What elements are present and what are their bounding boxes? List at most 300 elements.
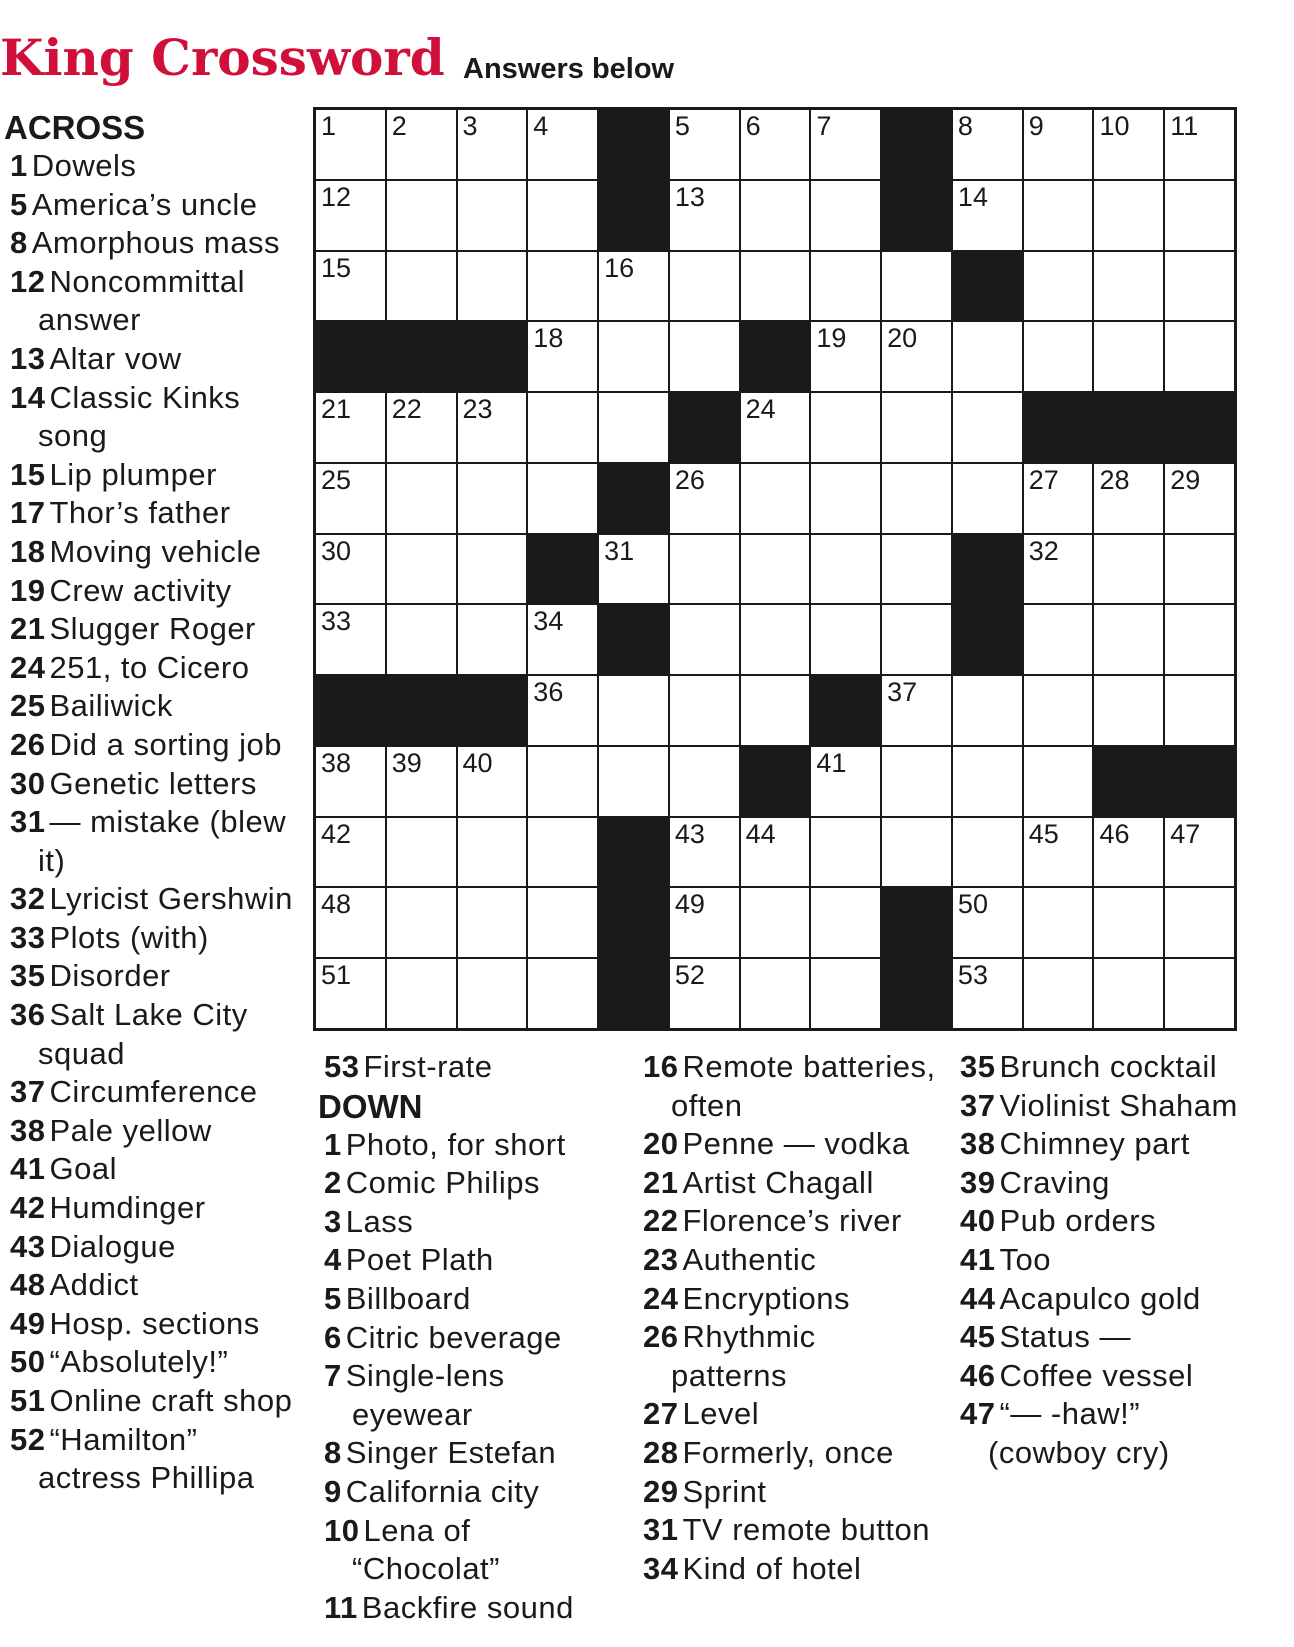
- clue-number: 46: [960, 1357, 996, 1393]
- grid-cell[interactable]: [599, 322, 668, 391]
- grid-cell[interactable]: [1024, 818, 1093, 887]
- clue-text: Coffee vessel: [999, 1357, 1194, 1393]
- grid-cell[interactable]: [741, 181, 810, 250]
- grid-cell[interactable]: [458, 605, 527, 674]
- grid-cell[interactable]: [670, 605, 739, 674]
- clue-number: 35: [10, 958, 46, 994]
- black-square: [882, 181, 951, 250]
- grid-cell[interactable]: [1024, 605, 1093, 674]
- black-square: [953, 252, 1022, 321]
- cell-number: 46: [1099, 818, 1130, 849]
- grid-cell[interactable]: [458, 888, 527, 957]
- grid-cell[interactable]: [1024, 535, 1093, 604]
- black-square: [458, 676, 527, 745]
- clue-text: Authentic: [682, 1241, 817, 1277]
- clues-column-4: [954, 1048, 1254, 1473]
- clue-text: Craving: [999, 1164, 1110, 1200]
- black-square: [599, 605, 668, 674]
- clue-number: 38: [10, 1112, 46, 1148]
- clue-text: Level: [682, 1396, 760, 1432]
- clue-number: 51: [10, 1383, 46, 1418]
- page-title: King Crossword: [0, 28, 445, 87]
- grid-cell[interactable]: [1024, 252, 1093, 321]
- grid-cell[interactable]: [670, 888, 739, 957]
- crossword-grid: [313, 107, 1237, 1031]
- grid-cell[interactable]: [670, 818, 739, 887]
- cell-number: 43: [674, 818, 705, 849]
- cell-number: 52: [674, 960, 705, 991]
- clue-text: 251, to Cicero: [49, 649, 250, 685]
- cell-number: 25: [321, 464, 352, 495]
- clue-number: 26: [643, 1319, 679, 1355]
- cell-number: 18: [533, 323, 564, 354]
- black-square: [316, 322, 385, 391]
- grid-cell[interactable]: [458, 181, 527, 250]
- grid-cell[interactable]: [1024, 322, 1093, 391]
- cell-number: 40: [462, 747, 493, 778]
- grid-cell[interactable]: [1165, 676, 1234, 745]
- grid-cell[interactable]: [811, 888, 880, 957]
- grid-cell[interactable]: [953, 676, 1022, 745]
- clue-number: 8: [10, 225, 28, 261]
- cell-number: 3: [462, 111, 478, 141]
- down-clue: [637, 1473, 937, 1512]
- black-square: [599, 959, 668, 1028]
- grid-cell[interactable]: [1165, 959, 1234, 1028]
- grid-cell[interactable]: [387, 181, 456, 250]
- black-square: [882, 110, 951, 179]
- clue-number: 18: [10, 533, 46, 569]
- clue-text: Pub orders: [999, 1203, 1157, 1239]
- clue-text: Salt Lake City squad: [38, 997, 248, 1071]
- grid-cell[interactable]: [316, 181, 385, 250]
- across-clue: [4, 1112, 294, 1151]
- cell-number: 11: [1170, 111, 1199, 141]
- grid-cell[interactable]: [387, 818, 456, 887]
- grid-cell[interactable]: [741, 959, 810, 1028]
- grid-cell[interactable]: [1094, 252, 1163, 321]
- down-clue: [954, 1048, 1254, 1087]
- grid-cell[interactable]: [670, 110, 739, 179]
- grid-cell[interactable]: [599, 393, 668, 462]
- down-clue: [318, 1357, 618, 1434]
- grid-cell[interactable]: [528, 888, 597, 957]
- grid-cell[interactable]: [741, 605, 810, 674]
- grid-cell[interactable]: [1094, 676, 1163, 745]
- answers-note: Answers below: [463, 53, 675, 85]
- across-clue: [4, 803, 294, 880]
- across-clue: [4, 1228, 294, 1267]
- clue-text: Formerly, once: [682, 1434, 894, 1470]
- grid-cell[interactable]: [458, 535, 527, 604]
- clue-text: Circumference: [49, 1074, 258, 1110]
- grid-cell[interactable]: [528, 464, 597, 533]
- grid-cell[interactable]: [1024, 110, 1093, 179]
- grid-cell[interactable]: [528, 605, 597, 674]
- grid-cell[interactable]: [1094, 605, 1163, 674]
- black-square: [458, 322, 527, 391]
- across-heading: ACROSS: [4, 109, 146, 146]
- grid-cell[interactable]: [811, 110, 880, 179]
- grid-cell[interactable]: [953, 959, 1022, 1028]
- grid-cell[interactable]: [811, 393, 880, 462]
- grid-cell[interactable]: [741, 464, 810, 533]
- clue-number: 53: [324, 1049, 360, 1084]
- cell-number: 24: [745, 394, 776, 425]
- grid-cell[interactable]: [953, 322, 1022, 391]
- grid-cell[interactable]: [528, 181, 597, 250]
- grid-cell[interactable]: [811, 535, 880, 604]
- across-clue: [4, 379, 294, 456]
- clue-number: 42: [10, 1190, 46, 1226]
- grid-cell[interactable]: [387, 252, 456, 321]
- black-square: [1024, 393, 1093, 462]
- clue-text: Classic Kinks song: [38, 379, 241, 454]
- clue-number: 52: [10, 1421, 46, 1457]
- clue-text: Slugger Roger: [49, 611, 256, 647]
- grid-cell[interactable]: [882, 605, 951, 674]
- grid-cell[interactable]: [882, 464, 951, 533]
- down-clue: [318, 1126, 618, 1165]
- black-square: [811, 676, 880, 745]
- cell-number: 4: [533, 111, 549, 141]
- grid-cell[interactable]: [1165, 110, 1234, 179]
- grid-cell[interactable]: [670, 322, 739, 391]
- grid-cell[interactable]: [528, 676, 597, 745]
- grid-cell[interactable]: [953, 747, 1022, 816]
- grid-cell[interactable]: [1024, 464, 1093, 533]
- cell-number: 19: [816, 323, 847, 354]
- down-clue: [637, 1318, 937, 1395]
- grid-cell[interactable]: [1165, 322, 1234, 391]
- clue-text: Brunch cocktail: [999, 1049, 1218, 1084]
- cell-number: 21: [321, 394, 352, 425]
- down-clue: [637, 1202, 937, 1241]
- clue-text: Remote batteries, often: [671, 1049, 936, 1123]
- clue-text: Amorphous mass: [31, 225, 280, 261]
- grid-cell[interactable]: [599, 676, 668, 745]
- black-square: [1165, 393, 1234, 462]
- cell-number: 37: [887, 677, 918, 708]
- grid-cell[interactable]: [316, 605, 385, 674]
- across-clues-column: [4, 108, 294, 1498]
- grid-cell[interactable]: [387, 464, 456, 533]
- grid-cell[interactable]: [599, 747, 668, 816]
- clue-number: 4: [324, 1242, 342, 1278]
- down-clue: [637, 1280, 937, 1319]
- grid-cell[interactable]: [387, 959, 456, 1028]
- clue-text: Acapulco gold: [999, 1280, 1201, 1316]
- grid-cell[interactable]: [670, 181, 739, 250]
- down-clue: [954, 1164, 1254, 1203]
- cell-number: 47: [1170, 818, 1201, 849]
- grid-cell[interactable]: [458, 252, 527, 321]
- clue-text: Genetic letters: [49, 765, 257, 801]
- clue-number: 14: [10, 379, 46, 415]
- black-square: [670, 393, 739, 462]
- cell-number: 9: [1028, 111, 1044, 141]
- across-clue: [4, 494, 294, 533]
- clue-number: 10: [324, 1512, 360, 1548]
- grid-cell[interactable]: [953, 464, 1022, 533]
- clue-number: 13: [10, 340, 46, 376]
- clue-text: “— -haw!” (cowboy cry): [988, 1396, 1170, 1470]
- clue-number: 26: [10, 726, 46, 762]
- clue-number: 20: [643, 1126, 679, 1162]
- grid-cell[interactable]: [882, 818, 951, 887]
- cell-number: 29: [1170, 464, 1201, 495]
- clue-text: Hosp. sections: [49, 1305, 260, 1341]
- cell-number: 36: [533, 677, 564, 708]
- grid-cell[interactable]: [528, 818, 597, 887]
- clue-text: Noncommittal answer: [38, 263, 245, 338]
- grid-cell[interactable]: [670, 252, 739, 321]
- grid-cell[interactable]: [741, 888, 810, 957]
- grid-cell[interactable]: [1024, 181, 1093, 250]
- grid-cell[interactable]: [316, 110, 385, 179]
- grid-cell[interactable]: [316, 535, 385, 604]
- grid-cell[interactable]: [1094, 959, 1163, 1028]
- down-clue: [318, 1280, 618, 1319]
- across-clue: [4, 533, 294, 572]
- grid-cell[interactable]: [1165, 888, 1234, 957]
- grid-cell[interactable]: [1094, 181, 1163, 250]
- down-clue: [318, 1319, 618, 1358]
- grid-cell[interactable]: [741, 676, 810, 745]
- grid-cell[interactable]: [316, 747, 385, 816]
- grid-cell[interactable]: [316, 393, 385, 462]
- grid-cell[interactable]: [316, 888, 385, 957]
- cell-number: 48: [321, 889, 352, 920]
- clue-number: 23: [643, 1241, 679, 1277]
- grid-cell[interactable]: [1094, 322, 1163, 391]
- grid-cell[interactable]: [741, 535, 810, 604]
- cell-number: 10: [1099, 111, 1130, 141]
- grid-cell[interactable]: [741, 818, 810, 887]
- clue-number: 30: [10, 765, 46, 801]
- cell-number: 31: [604, 535, 635, 566]
- grid-cell[interactable]: [458, 110, 527, 179]
- grid-cell[interactable]: [599, 252, 668, 321]
- grid-cell[interactable]: [458, 393, 527, 462]
- grid-cell[interactable]: [882, 747, 951, 816]
- down-clue: [637, 1164, 937, 1203]
- clues-column-3: [637, 1048, 937, 1588]
- across-clue: [4, 1343, 294, 1382]
- grid-cell[interactable]: [811, 959, 880, 1028]
- clue-number: 35: [960, 1049, 996, 1084]
- clue-number: 37: [960, 1087, 996, 1123]
- down-clue: [954, 1280, 1254, 1319]
- down-clue: [318, 1164, 618, 1203]
- cell-number: 23: [462, 394, 493, 425]
- clue-text: Goal: [49, 1151, 117, 1187]
- across-clue: [4, 919, 294, 958]
- clue-number: 28: [643, 1434, 679, 1470]
- down-clue: [318, 1203, 618, 1242]
- grid-cell[interactable]: [387, 888, 456, 957]
- grid-cell[interactable]: [670, 535, 739, 604]
- black-square: [882, 959, 951, 1028]
- grid-cell[interactable]: [882, 393, 951, 462]
- clue-text: Poet Plath: [345, 1242, 494, 1278]
- grid-cell[interactable]: [953, 110, 1022, 179]
- across-clue: [318, 1048, 618, 1087]
- grid-cell[interactable]: [1094, 464, 1163, 533]
- grid-cell[interactable]: [741, 252, 810, 321]
- grid-cell[interactable]: [387, 605, 456, 674]
- grid-cell[interactable]: [1165, 464, 1234, 533]
- grid-cell[interactable]: [316, 959, 385, 1028]
- across-clue: [4, 996, 294, 1073]
- grid-cell[interactable]: [882, 535, 951, 604]
- clue-text: Altar vow: [49, 340, 182, 376]
- grid-cell[interactable]: [1024, 888, 1093, 957]
- clue-text: Rhythmic patterns: [671, 1319, 816, 1393]
- clue-number: 33: [10, 919, 46, 955]
- grid-cell[interactable]: [1024, 747, 1093, 816]
- grid-cell[interactable]: [458, 464, 527, 533]
- clue-number: 40: [960, 1203, 996, 1239]
- grid-cell[interactable]: [1165, 181, 1234, 250]
- grid-cell[interactable]: [1094, 110, 1163, 179]
- clue-number: 49: [10, 1305, 46, 1341]
- across-clue: [4, 186, 294, 225]
- clue-number: 24: [10, 649, 46, 685]
- grid-cell[interactable]: [811, 322, 880, 391]
- black-square: [953, 605, 1022, 674]
- clue-text: Dialogue: [49, 1228, 176, 1264]
- clue-number: 32: [10, 881, 46, 917]
- black-square: [528, 535, 597, 604]
- grid-cell[interactable]: [458, 818, 527, 887]
- across-clue: [4, 880, 294, 919]
- clue-number: 45: [960, 1319, 996, 1355]
- clue-number: 25: [10, 688, 46, 724]
- grid-cell[interactable]: [458, 747, 527, 816]
- down-clue: [637, 1511, 937, 1550]
- clue-text: Florence’s river: [682, 1203, 902, 1239]
- black-square: [599, 464, 668, 533]
- cell-number: 20: [887, 323, 918, 354]
- clue-text: “Absolutely!”: [49, 1344, 229, 1380]
- grid-cell[interactable]: [882, 322, 951, 391]
- grid-cell[interactable]: [670, 464, 739, 533]
- cell-number: 45: [1028, 818, 1059, 849]
- black-square: [387, 676, 456, 745]
- cell-number: 27: [1028, 464, 1059, 495]
- grid-cell[interactable]: [316, 818, 385, 887]
- grid-cell[interactable]: [528, 959, 597, 1028]
- across-clue: [4, 649, 294, 688]
- grid-cell[interactable]: [811, 747, 880, 816]
- clue-text: Encryptions: [682, 1280, 850, 1316]
- grid-cell[interactable]: [741, 393, 810, 462]
- grid-cell[interactable]: [811, 605, 880, 674]
- grid-cell[interactable]: [1165, 535, 1234, 604]
- grid-cell[interactable]: [458, 959, 527, 1028]
- down-clue: [637, 1048, 937, 1125]
- clue-text: Pale yellow: [49, 1112, 212, 1148]
- grid-cell[interactable]: [1094, 888, 1163, 957]
- clue-text: Thor’s father: [49, 495, 231, 531]
- grid-cell[interactable]: [528, 393, 597, 462]
- grid-cell[interactable]: [528, 110, 597, 179]
- grid-cell[interactable]: [882, 252, 951, 321]
- grid-cell[interactable]: [599, 535, 668, 604]
- grid-cell[interactable]: [1094, 818, 1163, 887]
- grid-cell[interactable]: [528, 322, 597, 391]
- cell-number: 5: [674, 111, 690, 141]
- clue-text: TV remote button: [682, 1512, 930, 1548]
- grid-cell[interactable]: [316, 464, 385, 533]
- grid-cell[interactable]: [387, 110, 456, 179]
- grid-cell[interactable]: [811, 464, 880, 533]
- grid-cell[interactable]: [811, 252, 880, 321]
- grid-cell[interactable]: [528, 252, 597, 321]
- grid-cell[interactable]: [1094, 535, 1163, 604]
- grid-cell[interactable]: [1165, 605, 1234, 674]
- across-clue: [4, 610, 294, 649]
- black-square: [1165, 747, 1234, 816]
- down-clue: [318, 1241, 618, 1280]
- clue-number: 5: [10, 186, 28, 222]
- grid-cell[interactable]: [528, 747, 597, 816]
- clue-text: Single-lens eyewear: [345, 1358, 505, 1432]
- clue-text: Disorder: [49, 958, 171, 994]
- grid-cell[interactable]: [670, 959, 739, 1028]
- clue-text: Status —: [999, 1319, 1131, 1355]
- clue-number: 29: [643, 1473, 679, 1509]
- grid-cell[interactable]: [1165, 252, 1234, 321]
- grid-cell[interactable]: [1024, 676, 1093, 745]
- clue-number: 44: [960, 1280, 996, 1316]
- grid-cell[interactable]: [741, 110, 810, 179]
- grid-cell[interactable]: [670, 676, 739, 745]
- black-square: [953, 535, 1022, 604]
- grid-cell[interactable]: [953, 888, 1022, 957]
- clue-text: America’s uncle: [31, 186, 258, 222]
- grid-cell[interactable]: [316, 252, 385, 321]
- grid-cell[interactable]: [387, 535, 456, 604]
- grid-cell[interactable]: [811, 181, 880, 250]
- down-clue: [318, 1512, 618, 1589]
- grid-cell[interactable]: [670, 747, 739, 816]
- grid-cell[interactable]: [882, 676, 951, 745]
- cell-number: 22: [391, 394, 422, 425]
- grid-cell[interactable]: [953, 181, 1022, 250]
- grid-cell[interactable]: [387, 393, 456, 462]
- cell-number: 32: [1028, 535, 1059, 566]
- clue-number: 12: [10, 263, 46, 299]
- grid-cell[interactable]: [387, 747, 456, 816]
- grid-cell[interactable]: [953, 393, 1022, 462]
- cell-number: 13: [674, 181, 705, 212]
- grid-cell[interactable]: [1024, 959, 1093, 1028]
- grid-cell[interactable]: [1165, 818, 1234, 887]
- clue-number: 21: [10, 611, 46, 647]
- clue-number: 2: [324, 1165, 342, 1201]
- clue-text: Crew activity: [49, 572, 232, 608]
- clue-text: Violinist Shaham: [999, 1087, 1238, 1123]
- clue-text: Comic Philips: [345, 1165, 541, 1201]
- clue-text: Photo, for short: [345, 1126, 566, 1162]
- clue-number: 38: [960, 1126, 996, 1162]
- black-square: [387, 322, 456, 391]
- grid-cell[interactable]: [811, 818, 880, 887]
- grid-cell[interactable]: [953, 818, 1022, 887]
- clue-number: 5: [324, 1280, 342, 1316]
